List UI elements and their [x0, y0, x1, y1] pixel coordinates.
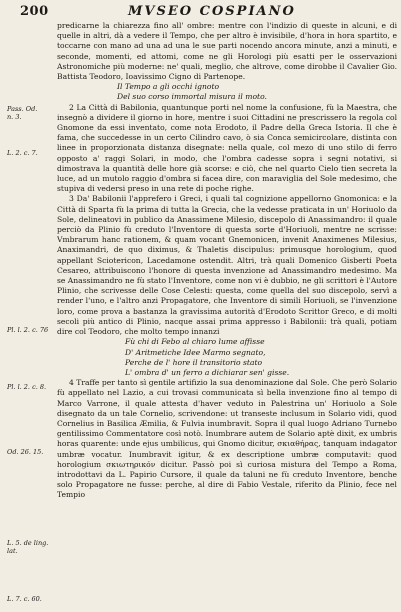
- verse-line: Perche de l' hore il transitorio stato: [125, 357, 263, 367]
- margin-note: Pl. l. 2. c. 8.: [7, 383, 47, 391]
- page-header: [10, 3, 391, 21]
- verse-line: L' ombra d' un ferro a dichiarar sen' gisse.: [125, 367, 290, 377]
- page-number: 200: [20, 4, 49, 19]
- running-title: MVSEO COSPIANO: [128, 4, 296, 19]
- paragraph: predicarne la chiarezza fino all' ombre: mentre con l'indizio di queste in alcuni, e di quelle in altri, dà a vedere il Tempo, che per altro è invisibile, d'hora in hora spartito, e toccarne con mano ad una ad una le sue parti nocendo ancora minute, anzi a minuti, e seconde, momenti, ed attomi, come ne gli Horologi più esatti per le osservazioni Astronomiche più moderne: ne' quali, meglio, che altrove, come dirobbe il Cavalier Gio. Battista Teodoro, Ioavissimo Cigno di Partenope.: [57, 21, 397, 82]
- verse-line: Fù chi di Febo al chiaro lume affisse: [125, 337, 265, 347]
- margin-note: L. 7. c. 60.: [7, 595, 42, 603]
- body-text: [57, 21, 397, 501]
- paragraph: 4 Traffe per tanto sì gentile artifizio la sua denominazione dal Sole. Che però Solario fù appellato nel Lazio, a cui trovasi communicata sì bella invenzione fino al tempo di Marco Varrone, il quale attesta d'haver veduto in Palestrina un' Horiuolo a Sole disegnato da un tale Cornelio, scrivendone: ut transeste inclusum in Solario vidi, quod Cornelius in Basilica Æmilia, & Fulvia inumbravit. Sopra il qual luogo Adriano Turnebo gentilissimo Commentatore così notò. Inumbrare autem de Solario aptè dixit, ex umbris horas quarente: unde ejus umbilicus, qui Gnomo dicitur, σκιαθήρας, tanquam indagator umbræ vocatur. Inumbravit igitur, & ex descriptione umbræ computavit: quod horologium σκιωτηρικόν dicitur. Passò poi sì curiosa mistura del Tempo a Roma, introdottavi da L. Papirio Cursore, il quale da taluni ne fù creduto Inventore, benche solo Propagatore ne fusse: perche, al dire di Fabio Vestale, riferito da Plinio, fece nel Tempio: [57, 378, 397, 500]
- margin-note: Pass. Od.: [7, 105, 38, 113]
- verse-quote: [57, 82, 397, 102]
- margin-note: L. 5. de ling.: [7, 539, 49, 547]
- verse-quote: [57, 337, 397, 378]
- verse-line: Del suo corso immortal misura il moto.: [117, 92, 267, 102]
- paragraph: 2 La Città di Babilonia, quantunque porti nel nome la confusione, fù la Maestra, che insegnò a dividere il giorno in hore, mentre i suoi Cittadini ne prescrissero la regola col Gnomone da essi inventato, come nota Erodoto, il Padre della Greca Istoria. Il che è fama, che succedesse in un certo Cilindro cavo, ò sia Conca semicircolare, distinta con linee in proporzionata distanza disegnate: nella quale, col mezo di uno stilo di ferro opposto a' raggi Solari, in modo, che l'ombra cadesse sopra i segni notativi, si dimostrava la quantità delle hore già scorse: e ciò, che nel quarto Cielo tien secreta la luce, ad un mutolo raggio d'ombra si facea dire, con maraviglia del Sole medesimo, che stupiva di vedersi preso in una rete di poche righe.: [57, 102, 397, 194]
- margin-note: n. 3.: [7, 113, 22, 121]
- margin-note: Od. 26. 15.: [7, 448, 44, 456]
- margin-note: Pl. l. 2. c. 76: [7, 326, 49, 334]
- paragraph: 3 Da' Babilonii l'apprefero i Greci, i quali tal cognizione appellorno Gnomonica: e la Città di Sparta fù la prima di tutta la Grecia, che la vedesse praticata in un' Horiuolo da Sole, delineatovi in publico da Anassimene Milesio, discepolo di Anassimandro: il quale perciò da Plinio fù creduto l'Inventore di questa sorte d'Horiuoli, mentre ne scrisse: Vmbrarum hanc rationem, & quam vocant Gnemonicen, invenit Anaximenes Milesius, Anaximandri, de quo diximus, & Thaletis discipulus: primusque horologium, quod appellant Sciotericon, Lacedamone ostendit. Altri, trà quali Domenico Gisberti Poeta Cesareo, attribuiscono l'honore di questa invenzione ad Anassimandro medesimo. Ma se Anassimandro ne fù stato l'Inventore, come non vi è dubbio, ne gli scrittori è l'Autore Plinio, che scrivesse delle Cose Celesti: questa, come quella del suo discepolo, servì a render l'uno, e l'altro anzi Propagatore, che Inventore di simili Horiuoli, se l'invenzione loro, come prova a bastanza la gravissima autorità d'Erodoto Scrittor Greco, e di molti secoli più antico di Plinio, nacque assai prima appresso i Babilonii: trà quali, potiam dire col Teodoro, che molto tempo innanzi: [57, 194, 397, 337]
- margin-note: lat.: [7, 547, 18, 555]
- verse-line: D' Aritmetiche Idee Marmo segnato,: [125, 347, 266, 357]
- verse-line: Il Tempo a gli occhi ignoto: [117, 82, 220, 92]
- margin-note: L. 2. c. 7.: [7, 149, 38, 157]
